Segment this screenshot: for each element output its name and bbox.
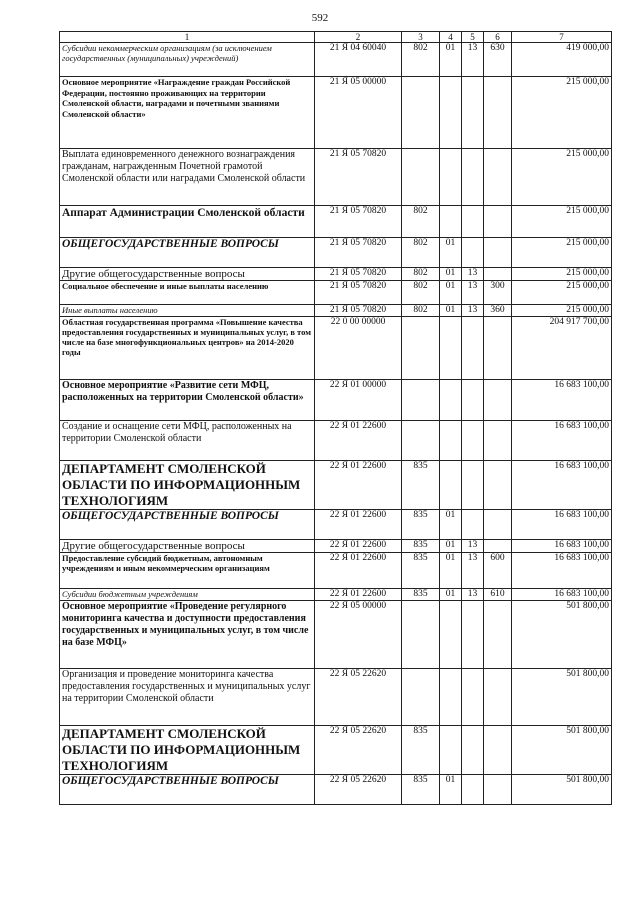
amount: 501 800,00 xyxy=(512,601,612,669)
target-article-code: 22 Я 05 22620 xyxy=(315,726,402,775)
amount: 215 000,00 xyxy=(512,77,612,149)
subsection-code xyxy=(462,380,484,421)
table-row xyxy=(60,510,612,540)
row-name: Основное мероприятие «Развитие сети МФЦ, расположенных на территории Смоленской области» xyxy=(60,380,315,421)
row-name: Социальное обеспечение и иные выплаты населению xyxy=(60,281,315,305)
expense-type-code xyxy=(484,317,512,380)
section-code xyxy=(440,601,462,669)
expense-type-code xyxy=(484,238,512,268)
subsection-code xyxy=(462,669,484,726)
expense-type-code: 610 xyxy=(484,589,512,601)
subsection-code xyxy=(462,238,484,268)
amount: 501 800,00 xyxy=(512,669,612,726)
column-header: 1 xyxy=(60,32,315,43)
target-article-code: 21 Я 05 70820 xyxy=(315,305,402,317)
page-number: 592 xyxy=(311,12,329,24)
amount: 215 000,00 xyxy=(512,149,612,206)
amount: 215 000,00 xyxy=(512,238,612,268)
section-code: 01 xyxy=(440,268,462,281)
table-row xyxy=(60,553,612,589)
table-row xyxy=(60,305,612,317)
department-code: 802 xyxy=(402,281,440,305)
table-row xyxy=(60,43,612,77)
section-code xyxy=(440,669,462,726)
department-code: 835 xyxy=(402,510,440,540)
column-header: 6 xyxy=(484,32,512,43)
department-code xyxy=(402,317,440,380)
table-row xyxy=(60,726,612,775)
target-article-code: 22 Я 01 00000 xyxy=(315,380,402,421)
section-code xyxy=(440,149,462,206)
target-article-code: 21 Я 05 70820 xyxy=(315,268,402,281)
section-code xyxy=(440,421,462,461)
table-row xyxy=(60,669,612,726)
expense-type-code xyxy=(484,510,512,540)
table-row xyxy=(60,540,612,553)
department-code: 835 xyxy=(402,589,440,601)
amount: 16 683 100,00 xyxy=(512,540,612,553)
subsection-code: 13 xyxy=(462,268,484,281)
expense-type-code xyxy=(484,268,512,281)
target-article-code: 22 Я 01 22600 xyxy=(315,510,402,540)
department-code: 802 xyxy=(402,43,440,77)
subsection-code xyxy=(462,421,484,461)
department-code: 835 xyxy=(402,775,440,805)
row-name: Создание и оснащение сети МФЦ, расположенных на территории Смоленской области xyxy=(60,421,315,461)
section-code xyxy=(440,77,462,149)
section-code: 01 xyxy=(440,305,462,317)
subsection-code: 13 xyxy=(462,540,484,553)
target-article-code: 21 Я 05 00000 xyxy=(315,77,402,149)
table-row xyxy=(60,461,612,510)
section-code: 01 xyxy=(440,510,462,540)
budget-table xyxy=(59,31,612,805)
row-name: Аппарат Администрации Смоленской области xyxy=(60,206,315,238)
department-code xyxy=(402,77,440,149)
department-code xyxy=(402,669,440,726)
table-row xyxy=(60,421,612,461)
subsection-code xyxy=(462,510,484,540)
row-name: ОБЩЕГОСУДАРСТВЕННЫЕ ВОПРОСЫ xyxy=(60,238,315,268)
expense-type-code xyxy=(484,77,512,149)
section-code xyxy=(440,317,462,380)
department-code: 835 xyxy=(402,540,440,553)
subsection-code: 13 xyxy=(462,43,484,77)
amount: 419 000,00 xyxy=(512,43,612,77)
expense-type-code xyxy=(484,380,512,421)
row-name: Субсидии бюджетным учреждениям xyxy=(60,589,315,601)
section-code: 01 xyxy=(440,540,462,553)
target-article-code: 22 Я 01 22600 xyxy=(315,553,402,589)
expense-type-code xyxy=(484,421,512,461)
table-row xyxy=(60,77,612,149)
department-code: 835 xyxy=(402,726,440,775)
expense-type-code xyxy=(484,461,512,510)
amount: 16 683 100,00 xyxy=(512,380,612,421)
section-code: 01 xyxy=(440,238,462,268)
amount: 16 683 100,00 xyxy=(512,421,612,461)
table-row xyxy=(60,317,612,380)
amount: 204 917 700,00 xyxy=(512,317,612,380)
subsection-code xyxy=(462,726,484,775)
target-article-code: 22 Я 05 00000 xyxy=(315,601,402,669)
target-article-code: 21 Я 05 70820 xyxy=(315,238,402,268)
department-code: 802 xyxy=(402,268,440,281)
column-header: 3 xyxy=(402,32,440,43)
amount: 501 800,00 xyxy=(512,726,612,775)
expense-type-code: 360 xyxy=(484,305,512,317)
target-article-code: 22 Я 05 22620 xyxy=(315,775,402,805)
table-row xyxy=(60,206,612,238)
expense-type-code xyxy=(484,669,512,726)
subsection-code xyxy=(462,206,484,238)
target-article-code: 22 Я 01 22600 xyxy=(315,461,402,510)
table-row xyxy=(60,238,612,268)
target-article-code: 22 Я 05 22620 xyxy=(315,669,402,726)
amount: 215 000,00 xyxy=(512,206,612,238)
section-code: 01 xyxy=(440,43,462,77)
row-name: Иные выплаты населению xyxy=(60,305,315,317)
subsection-code: 13 xyxy=(462,305,484,317)
column-header: 5 xyxy=(462,32,484,43)
table-row xyxy=(60,268,612,281)
department-code: 802 xyxy=(402,206,440,238)
subsection-code xyxy=(462,317,484,380)
row-name: Другие общегосударственные вопросы xyxy=(60,268,315,281)
department-code xyxy=(402,149,440,206)
amount: 16 683 100,00 xyxy=(512,553,612,589)
department-code: 802 xyxy=(402,305,440,317)
department-code xyxy=(402,421,440,461)
amount: 16 683 100,00 xyxy=(512,461,612,510)
row-name: Субсидии некоммерческим организациям (за исключением государственных (муниципальных) учреждений) xyxy=(60,43,315,77)
row-name: ОБЩЕГОСУДАРСТВЕННЫЕ ВОПРОСЫ xyxy=(60,510,315,540)
expense-type-code xyxy=(484,601,512,669)
department-code xyxy=(402,380,440,421)
table-header-row xyxy=(60,32,612,43)
department-code: 835 xyxy=(402,461,440,510)
subsection-code: 13 xyxy=(462,589,484,601)
expense-type-code: 630 xyxy=(484,43,512,77)
amount: 16 683 100,00 xyxy=(512,510,612,540)
row-name: ДЕПАРТАМЕНТ СМОЛЕНСКОЙ ОБЛАСТИ ПО ИНФОРМАЦИОННЫМ ТЕХНОЛОГИЯМ xyxy=(60,461,315,510)
expense-type-code xyxy=(484,775,512,805)
subsection-code xyxy=(462,461,484,510)
target-article-code: 22 0 00 00000 xyxy=(315,317,402,380)
row-name: ОБЩЕГОСУДАРСТВЕННЫЕ ВОПРОСЫ xyxy=(60,775,315,805)
subsection-code xyxy=(462,149,484,206)
subsection-code xyxy=(462,77,484,149)
department-code: 802 xyxy=(402,238,440,268)
row-name: Основное мероприятие «Награждение граждан Российской Федерации, постоянно проживающих на территории Смоленской области, наградами и почетными званиями Смоленской области» xyxy=(60,77,315,149)
column-header: 7 xyxy=(512,32,612,43)
amount: 16 683 100,00 xyxy=(512,589,612,601)
table-row xyxy=(60,380,612,421)
section-code: 01 xyxy=(440,281,462,305)
expense-type-code: 600 xyxy=(484,553,512,589)
section-code xyxy=(440,461,462,510)
subsection-code: 13 xyxy=(462,281,484,305)
target-article-code: 22 Я 01 22600 xyxy=(315,421,402,461)
department-code: 835 xyxy=(402,553,440,589)
row-name: Областная государственная программа «Повышение качества предоставления государственных и муниципальных услуг, в том числе на базе многофункциональных центров» на 2014-2020 годы xyxy=(60,317,315,380)
target-article-code: 21 Я 05 70820 xyxy=(315,149,402,206)
amount: 501 800,00 xyxy=(512,775,612,805)
table-row xyxy=(60,775,612,805)
subsection-code xyxy=(462,601,484,669)
department-code xyxy=(402,601,440,669)
target-article-code: 22 Я 01 22600 xyxy=(315,589,402,601)
target-article-code: 21 Я 04 60040 xyxy=(315,43,402,77)
table-row xyxy=(60,589,612,601)
section-code xyxy=(440,380,462,421)
row-name: Основное мероприятие «Проведение регулярного мониторинга качества и доступности предоставления государственных и муниципальных услуг, в том числе на базе МФЦ» xyxy=(60,601,315,669)
amount: 215 000,00 xyxy=(512,281,612,305)
section-code: 01 xyxy=(440,589,462,601)
section-code: 01 xyxy=(440,775,462,805)
table-row xyxy=(60,281,612,305)
row-name: Организация и проведение мониторинга качества предоставления государственных и муниципальных услуг на территории Смоленской области xyxy=(60,669,315,726)
section-code xyxy=(440,206,462,238)
row-name: ДЕПАРТАМЕНТ СМОЛЕНСКОЙ ОБЛАСТИ ПО ИНФОРМАЦИОННЫМ ТЕХНОЛОГИЯМ xyxy=(60,726,315,775)
row-name: Другие общегосударственные вопросы xyxy=(60,540,315,553)
expense-type-code xyxy=(484,726,512,775)
target-article-code: 21 Я 05 70820 xyxy=(315,206,402,238)
section-code: 01 xyxy=(440,553,462,589)
target-article-code: 21 Я 05 70820 xyxy=(315,281,402,305)
expense-type-code: 300 xyxy=(484,281,512,305)
row-name: Выплата единовременного денежного вознаграждения гражданам, награжденным Почетной грамотой Смоленской области или наградами Смоленской области xyxy=(60,149,315,206)
expense-type-code xyxy=(484,206,512,238)
column-header: 4 xyxy=(440,32,462,43)
amount: 215 000,00 xyxy=(512,305,612,317)
expense-type-code xyxy=(484,149,512,206)
target-article-code: 22 Я 01 22600 xyxy=(315,540,402,553)
column-header: 2 xyxy=(315,32,402,43)
expense-type-code xyxy=(484,540,512,553)
amount: 215 000,00 xyxy=(512,268,612,281)
subsection-code: 13 xyxy=(462,553,484,589)
table-row xyxy=(60,601,612,669)
section-code xyxy=(440,726,462,775)
table-row xyxy=(60,149,612,206)
row-name: Предоставление субсидий бюджетным, автономным учреждениям и иным некоммерческим организациям xyxy=(60,553,315,589)
subsection-code xyxy=(462,775,484,805)
